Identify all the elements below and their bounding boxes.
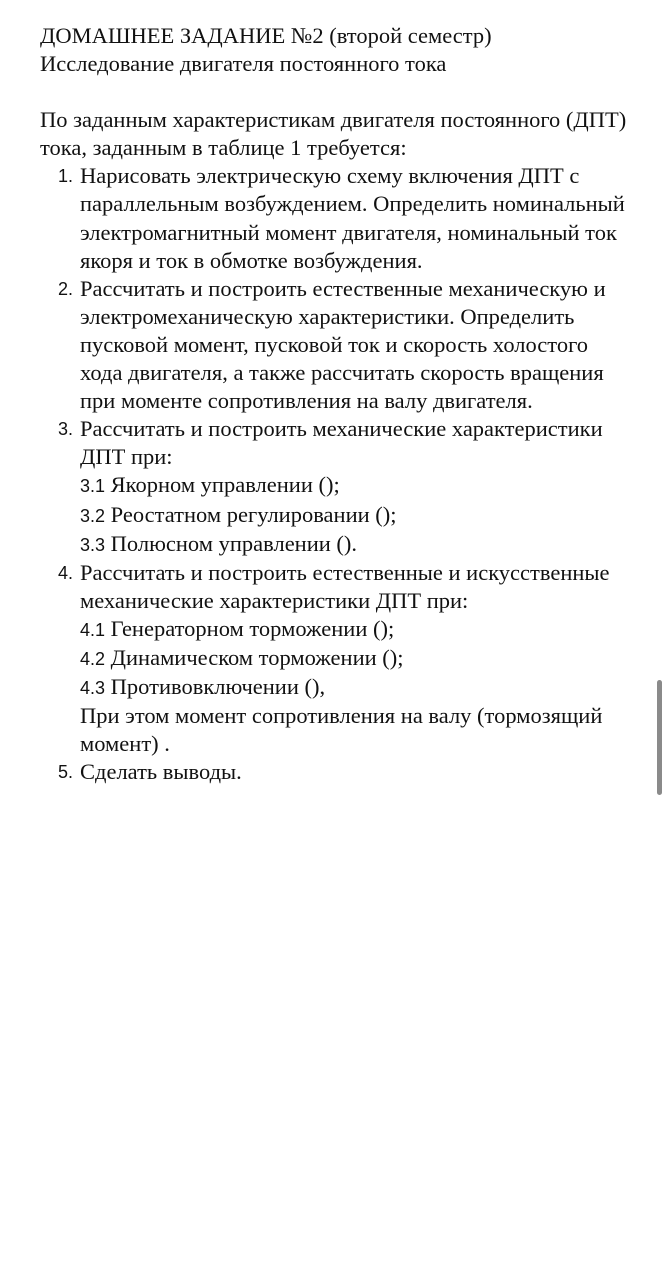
subtask-item [80,644,630,673]
intro-paragraph: По заданным характеристикам двигателя постоянного (ДПТ) тока, заданным в таблице 1 требуется: [40,107,627,161]
task-item [40,275,630,415]
spacer [40,78,630,106]
subtask-text: Полюсном управлении (). [110,530,358,556]
task-item [40,162,630,274]
task-text: Нарисовать электрическую схему включения ДПТ с параллельным возбуждением. Определить номинальный электромагнитный момент двигателя, номинальный ток якоря и ток в обмотке возбуждения. [80,163,625,273]
task-item [40,415,630,558]
subtask-text: Динамическом торможении (); [110,644,404,670]
task-text: Рассчитать и построить естественные механическую и электромеханическую характеристики. Определить пусковой момент, пусковой ток и скорость холостого хода двигателя, а также рассчитать скорость вращения при моменте сопротивления на валу двигателя. [80,275,606,414]
subtask-number: 4.1 [80,619,106,640]
subtask-item [80,615,630,644]
subtask-number: 3.1 [80,476,106,497]
task-number: 4. [58,562,74,583]
subtask-text: Противовключении (), [110,674,326,700]
task-text: Сделать выводы. [80,759,242,785]
document-subtitle: Исследование двигателя постоянного тока [40,51,447,77]
subtask-text: Генераторном торможении (); [110,615,395,641]
task-number: 3. [58,419,74,440]
vertical-scrollbar[interactable] [657,680,662,795]
task-text: Рассчитать и построить механические характеристики ДПТ при: [80,416,603,470]
subtask-text: Реостатном регулировании (); [110,501,397,527]
subtask-number: 4.2 [80,648,106,669]
subtask-item [80,530,630,559]
task-list [40,162,630,786]
task-item [40,758,630,786]
subtask-number: 3.2 [80,505,106,526]
subtask-number: 3.3 [80,534,106,555]
subtask-number: 4.3 [80,678,106,699]
subtask-item [80,501,630,530]
document-page [40,22,630,786]
task-text: Рассчитать и построить естественные и искусственные механические характеристики ДПТ при: [80,559,610,613]
task-number: 1. [58,166,74,187]
subtask-item [80,471,630,500]
subtask-item [80,673,630,702]
task-number: 2. [58,278,74,299]
subtask-text: Якорном управлении (); [110,472,340,498]
task-item [40,559,630,759]
document-title: ДОМАШНЕЕ ЗАДАНИЕ №2 (второй семестр) [40,23,492,48]
task-note: При этом момент сопротивления на валу (тормозящий момент) . [80,703,603,757]
task-number: 5. [58,762,74,783]
